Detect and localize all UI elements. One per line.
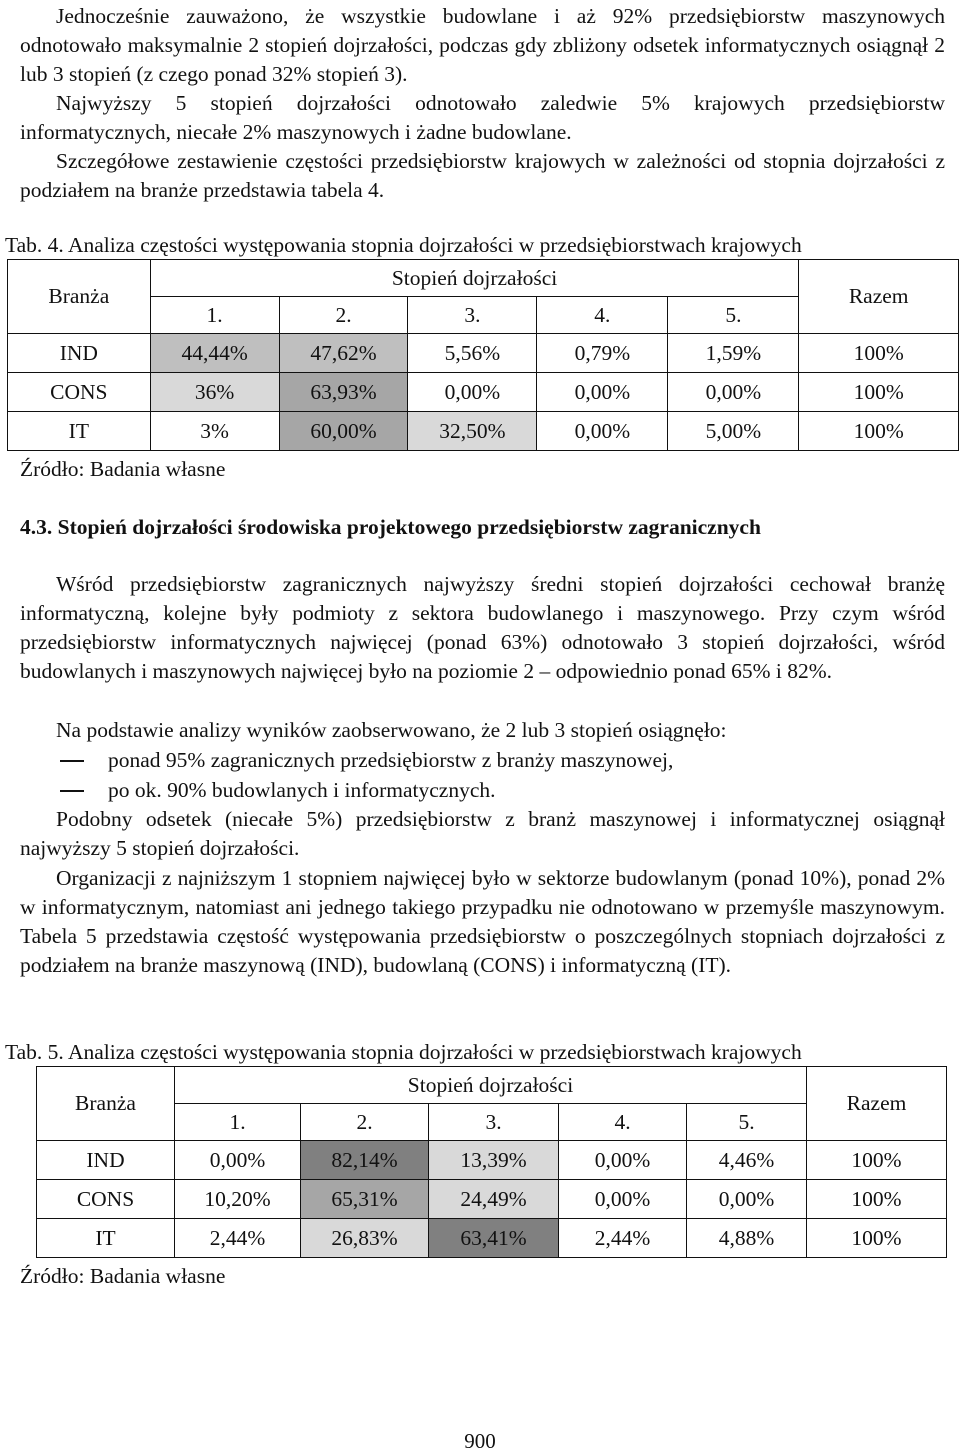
table4-level-header: 2. (279, 297, 408, 334)
table5-total-cell: 100% (807, 1219, 947, 1258)
table4-level-header: 1. (150, 297, 279, 334)
table5-header-level-group: Stopień dojrzałości (175, 1067, 807, 1104)
table5-level-header: 4. (559, 1104, 687, 1141)
table5-header-branza: Branża (37, 1067, 175, 1141)
table4-value-cell: 5,56% (408, 334, 537, 373)
table5-value-cell: 2,44% (175, 1219, 301, 1258)
table5-level-header: 5. (687, 1104, 807, 1141)
table4-caption: Tab. 4. Analiza częstości występowania stopnia dojrzałości w przedsiębiorstwach krajowych (5, 233, 802, 257)
table4-value-cell: 0,00% (408, 373, 537, 412)
table-row (8, 334, 959, 373)
table4-value-cell: 60,00% (279, 412, 408, 451)
paragraph-intro: Jednocześnie zauważono, że wszystkie budowlane i aż 92% przedsiębiorstw maszynowych odnotowało maksymalnie 2 stopień dojrzałości, podczas gdy zbliżony odsetek informatycznych osiągnął 2 lub 3 stopień (z czego ponad 32% stopień 3). (20, 4, 945, 86)
list-item: ponad 95% zagranicznych przedsiębiorstw z branży maszynowej, (108, 746, 673, 775)
table-row (8, 373, 959, 412)
table4-level-header: 4. (537, 297, 668, 334)
dash-bullet-icon (60, 760, 84, 762)
table4-header-branza: Branża (8, 260, 151, 334)
table4-total-cell: 100% (799, 373, 959, 412)
paragraph-table4-reference: Szczegółowe zestawienie częstości przedsiębiorstw krajowych w zależności od stopnia dojrzałości z podziałem na branże przedstawia tabela 4. (20, 149, 945, 202)
table-row (37, 1219, 947, 1258)
table5-value-cell: 0,00% (559, 1180, 687, 1219)
table-row (8, 412, 959, 451)
table5-value-cell: 65,31% (301, 1180, 429, 1219)
table4-header-razem: Razem (799, 260, 959, 334)
table5-caption: Tab. 5. Analiza częstości występowania stopnia dojrzałości w przedsiębiorstwach krajowych (5, 1040, 802, 1064)
table5-value-cell: 4,88% (687, 1219, 807, 1258)
table5-branch-cell: CONS (37, 1180, 175, 1219)
table5-header-razem: Razem (807, 1067, 947, 1141)
table5 (36, 1066, 947, 1258)
table4-value-cell: 0,00% (537, 412, 668, 451)
table5-value-cell: 10,20% (175, 1180, 301, 1219)
table4-total-cell: 100% (799, 412, 959, 451)
table-row (37, 1141, 947, 1180)
table5-value-cell: 13,39% (429, 1141, 559, 1180)
table4-branch-cell: CONS (8, 373, 151, 412)
table5-value-cell: 4,46% (687, 1141, 807, 1180)
section-heading: 4.3. Stopień dojrzałości środowiska projektowego przedsiębiorstw zagranicznych (20, 515, 761, 539)
paragraph-similar-share: Podobny odsetek (niecałe 5%) przedsiębiorstw z branż maszynowej i informatycznej osiągnął najwyższy 5 stopień dojrzałości. (20, 807, 945, 860)
table4-value-cell: 3% (150, 412, 279, 451)
paragraph-lowest-level: Organizacji z najniższym 1 stopniem najwięcej było w sektorze budowlanym (ponad 10%), ponad 2% w informatycznym, natomiast ani jednego takiego przypadku nie odnotowano w przemyśle maszynowym. Tabela 5 przedstawia częstość występowania przedsiębiorstw o poszczególnych stopniach dojrzałości z podziałem na branże maszynową (IND), budowlaną (CONS) i informatyczną (IT). (20, 866, 945, 977)
table4-value-cell: 5,00% (668, 412, 799, 451)
table5-total-cell: 100% (807, 1141, 947, 1180)
page-number: 900 (464, 1429, 496, 1453)
table5-value-cell: 0,00% (559, 1141, 687, 1180)
table4-value-cell: 44,44% (150, 334, 279, 373)
table4-total-cell: 100% (799, 334, 959, 373)
table5-branch-cell: IT (37, 1219, 175, 1258)
table5-value-cell: 2,44% (559, 1219, 687, 1258)
paragraph-highest-level: Najwyższy 5 stopień dojrzałości odnotowało zaledwie 5% krajowych przedsiębiorstw informatycznych, niecałe 2% maszynowych i żadne budowlane. (20, 91, 945, 144)
table5-value-cell: 0,00% (175, 1141, 301, 1180)
table4-branch-cell: IT (8, 412, 151, 451)
table5-value-cell: 0,00% (687, 1180, 807, 1219)
table5-value-cell: 24,49% (429, 1180, 559, 1219)
table4-level-header: 5. (668, 297, 799, 334)
list-item: po ok. 90% budowlanych i informatycznych. (108, 776, 496, 805)
table4-value-cell: 1,59% (668, 334, 799, 373)
table4-value-cell: 47,62% (279, 334, 408, 373)
table5-branch-cell: IND (37, 1141, 175, 1180)
table5-value-cell: 63,41% (429, 1219, 559, 1258)
table4-value-cell: 0,00% (537, 373, 668, 412)
table4-value-cell: 63,93% (279, 373, 408, 412)
table-row (37, 1180, 947, 1219)
table4-value-cell: 32,50% (408, 412, 537, 451)
table4-value-cell: 36% (150, 373, 279, 412)
table5-level-header: 2. (301, 1104, 429, 1141)
paragraph-foreign-overview: Wśród przedsiębiorstw zagranicznych najwyższy średni stopień dojrzałości cechował branżę informatyczną, kolejne były podmioty z sektora budowlanego i maszynowego. Przy czym wśród przedsiębiorstw informatycznych najwięcej (ponad 63%) odnotowało 3 stopień dojrzałości, wśród budowlanych i maszynowych najwięcej było na poziomie 2 – odpowiednio ponad 65% i 82%. (20, 572, 945, 683)
table5-total-cell: 100% (807, 1180, 947, 1219)
paragraph-analysis-lead: Na podstawie analizy wyników zaobserwowano, że 2 lub 3 stopień osiągnęło: (56, 718, 727, 742)
table5-value-cell: 26,83% (301, 1219, 429, 1258)
table5-level-header: 1. (175, 1104, 301, 1141)
table4-branch-cell: IND (8, 334, 151, 373)
table4-value-cell: 0,79% (537, 334, 668, 373)
table5-level-header: 3. (429, 1104, 559, 1141)
table5-source: Źródło: Badania własne (20, 1264, 226, 1288)
dash-bullet-icon (60, 790, 84, 792)
table5-value-cell: 82,14% (301, 1141, 429, 1180)
table4-value-cell: 0,00% (668, 373, 799, 412)
table4-source: Źródło: Badania własne (20, 457, 226, 481)
table4-header-level-group: Stopień dojrzałości (150, 260, 799, 297)
table4 (7, 259, 959, 451)
table4-level-header: 3. (408, 297, 537, 334)
